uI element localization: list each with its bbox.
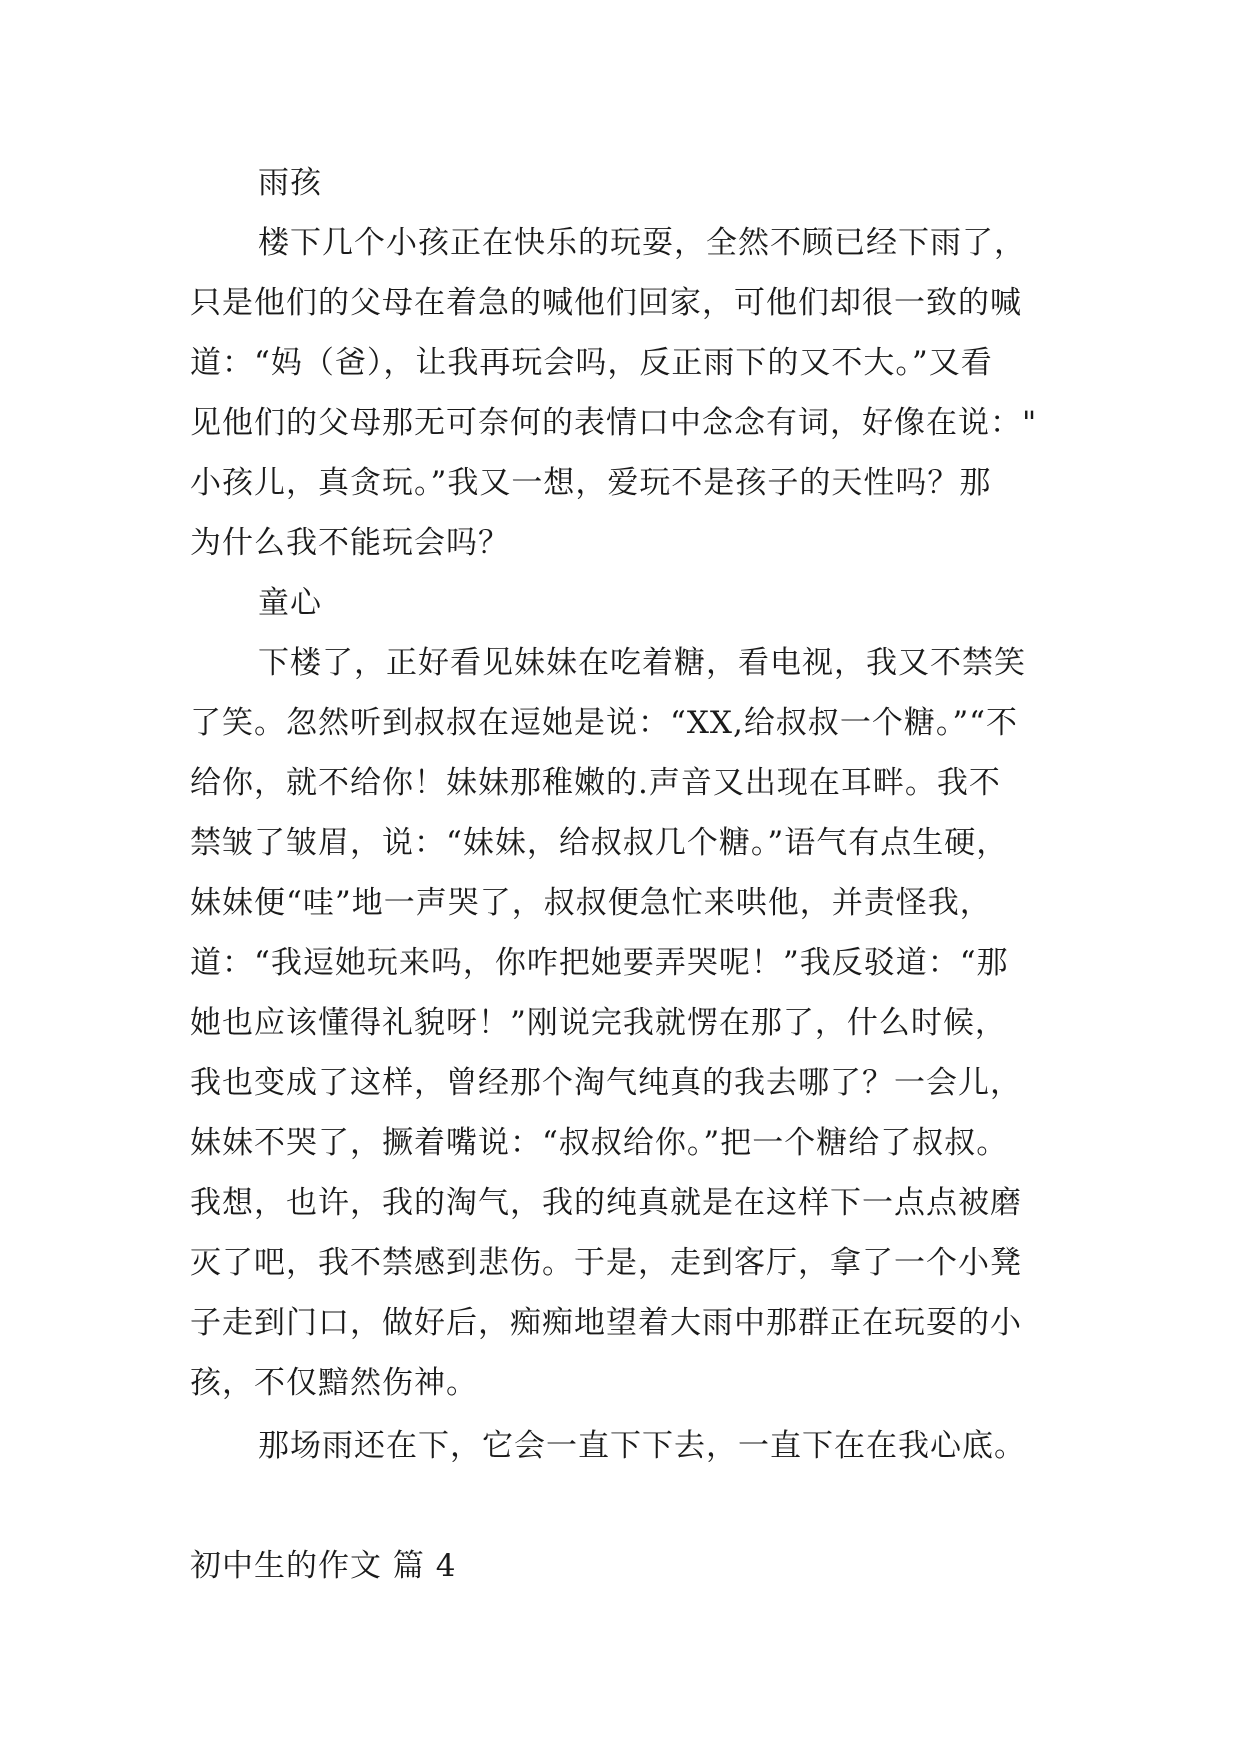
text-line: 妹妹便“哇”地一声哭了，叔叔便急忙来哄他，并责怪我，: [190, 885, 992, 921]
text-line: 禁皱了皱眉，说：“妹妹，给叔叔几个糖。”语气有点生硬，: [190, 825, 1009, 861]
text-line: 小孩儿，真贪玩。”我又一想，爱玩不是孩子的天性吗？那: [190, 465, 992, 501]
heading-childlike-heart: 童心: [258, 585, 322, 621]
text-line: 孩，不仅黯然伤神。: [190, 1365, 478, 1401]
text-line: 子走到门口，做好后，痴痴地望着大雨中那群正在玩耍的小: [190, 1305, 1022, 1341]
text-line: 我也变成了这样，曾经那个淘气纯真的我去哪了？一会儿，: [190, 1065, 1022, 1101]
text-line: 灭了吧，我不禁感到悲伤。于是，走到客厅，拿了一个小凳: [190, 1245, 1022, 1281]
text-line: 妹妹不哭了，撅着嘴说：“叔叔给你。”把一个糖给了叔叔。: [190, 1125, 1009, 1161]
heading-rain-child: 雨孩: [258, 165, 322, 201]
text-line: 了笑。忽然听到叔叔在逗她是说：“XX,给叔叔一个糖。”“不: [190, 705, 1019, 741]
text-line: 我想，也许，我的淘气，我的纯真就是在这样下一点点被磨: [190, 1185, 1022, 1221]
text-line: 下楼了，正好看见妹妹在吃着糖，看电视，我又不禁笑: [258, 645, 1026, 681]
text-line: 只是他们的父母在着急的喊他们回家，可他们却很一致的喊: [190, 285, 1022, 321]
text-line: 道：“妈（爸），让我再玩会吗，反正雨下的又不大。”又看: [190, 345, 993, 381]
text-line: 那场雨还在下，它会一直下下去，一直下在在我心底。: [258, 1428, 1026, 1464]
text-line: 楼下几个小孩正在快乐的玩耍，全然不顾已经下雨了，: [258, 225, 1026, 261]
text-line: 见他们的父母那无可奈何的表情口中念念有词，好像在说：": [190, 405, 1038, 441]
text-line: 给你，就不给你！妹妹那稚嫩的.声音又出现在耳畔。我不: [190, 765, 1001, 801]
text-line: 为什么我不能玩会吗？: [190, 525, 510, 561]
text-line: 她也应该懂得礼貌呀！”刚说完我就愣在那了，什么时候，: [190, 1005, 1007, 1041]
text-line: 道：“我逗她玩来吗，你咋把她要弄哭呢！”我反驳道：“那: [190, 945, 1009, 981]
section-title: 初中生的作文 篇 4: [190, 1548, 457, 1584]
